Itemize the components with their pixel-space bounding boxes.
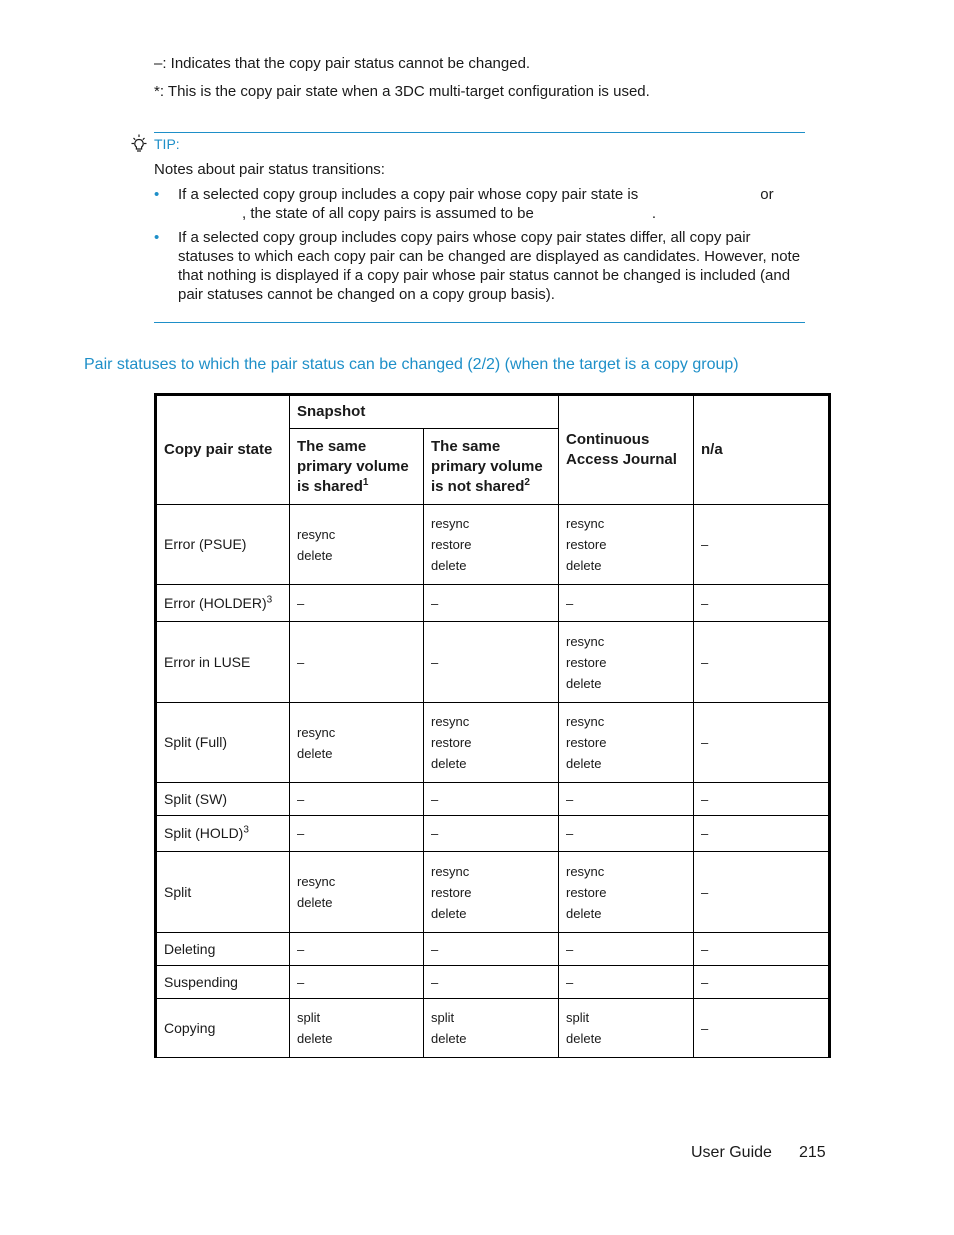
cell-caj (559, 622, 694, 703)
cell-caj (559, 505, 694, 585)
table-row (156, 933, 830, 966)
not-changeable-dash: – (701, 1020, 709, 1036)
cell-shared (290, 999, 424, 1058)
operation-resync: resync (566, 633, 605, 649)
tip-bullet1-part1: If a selected copy group includes a copy pair whose copy pair state is (178, 186, 639, 203)
operation-split: split (297, 1010, 321, 1025)
cell-copy-pair-state: Split (HOLD)$^3$ (156, 816, 290, 852)
cell-copy-pair-state: Error (HOLDER)$^3$ (156, 585, 290, 622)
not-changeable-dash: – (297, 791, 305, 807)
not-changeable-dash: – (701, 941, 709, 957)
cell-copy-pair-state: Deleting (156, 933, 290, 966)
tip-bullet-list (154, 185, 809, 309)
operation-restore: restore (566, 884, 607, 900)
not-changeable-dash: – (566, 974, 574, 990)
cell-shared (290, 505, 424, 585)
table-body (156, 505, 830, 1058)
bullet-dot: • (154, 186, 160, 203)
footnote-ref: 1 (362, 476, 369, 488)
cell-not-shared (424, 933, 559, 966)
not-changeable-dash: – (431, 791, 439, 807)
not-changeable-dash: – (566, 826, 574, 841)
table-row (156, 966, 830, 999)
operation-delete: delete (566, 756, 602, 771)
cell-not-shared (424, 703, 559, 783)
table-row (156, 816, 830, 852)
cell-copy-pair-state: Copying (156, 999, 290, 1058)
cell-not-shared (424, 585, 559, 622)
cell-copy-pair-state: Suspending (156, 966, 290, 999)
tip-bullet-item (154, 185, 809, 223)
cell-not-shared (424, 852, 559, 933)
operation-resync: resync (297, 526, 336, 542)
operation-restore: restore (566, 735, 607, 750)
operation-delete: delete (566, 905, 602, 921)
not-changeable-dash: – (701, 537, 709, 552)
cell-not-shared (424, 505, 559, 585)
not-changeable-dash: – (701, 826, 709, 841)
cell-na (694, 852, 830, 933)
cell-not-shared (424, 966, 559, 999)
cell-na (694, 622, 830, 703)
cell-copy-pair-state: Split (SW) (156, 783, 290, 816)
footnote-ref: 3 (243, 824, 249, 836)
lightbulb-icon (128, 133, 150, 155)
cell-copy-pair-state: Split (Full) (156, 703, 290, 783)
operation-resync: resync (566, 863, 605, 879)
not-changeable-dash: – (297, 974, 305, 990)
footnote-ref: 3 (266, 593, 273, 605)
tip-bullet2-text: If a selected copy group includes copy pairs whose copy pair states differ, all copy pair statuses to which each copy pair can be changed are displayed as candidates. However, note that nothing is displayed if a copy pair whose pair status cannot be changed is included (and pair statuses cannot be changed on a copy group basis). (178, 229, 801, 303)
footer-doc-title: User Guide (691, 1144, 772, 1161)
cell-not-shared (424, 999, 559, 1058)
tip-bottom-rule (154, 322, 805, 323)
bullet-dot: • (154, 229, 160, 246)
operation-restore: restore (431, 537, 472, 552)
footnote-ref: 2 (524, 476, 530, 488)
tip-label: TIP: (154, 136, 180, 152)
operation-restore: restore (431, 884, 472, 900)
cell-na (694, 783, 830, 816)
table-row (156, 852, 830, 933)
cell-na (694, 933, 830, 966)
tip-top-rule (154, 132, 805, 133)
not-changeable-dash: – (431, 595, 439, 611)
cell-caj (559, 816, 694, 852)
operation-resync: resync (566, 516, 605, 531)
note-dash-meaning: –: Indicates that the copy pair status cannot be changed. (154, 55, 531, 72)
cell-na (694, 816, 830, 852)
cell-shared (290, 852, 424, 933)
cell-shared (290, 585, 424, 622)
header-copy-pair-state: Copy pair state (156, 395, 290, 505)
tip-bullet1-part3: , the state of all copy pairs is assumed to be (242, 205, 534, 222)
not-changeable-dash: – (431, 826, 439, 841)
cell-caj (559, 703, 694, 783)
not-changeable-dash: – (431, 974, 439, 990)
tip-bullet1-part4: . (651, 205, 656, 222)
cell-caj (559, 933, 694, 966)
operation-split: split (431, 1010, 455, 1025)
not-changeable-dash: – (701, 791, 709, 807)
table-row (156, 999, 830, 1058)
header-primary-shared: The same primary volume is shared$^1$ (290, 429, 424, 505)
note-asterisk-meaning: *: This is the copy pair state when a 3DC multi-target configuration is used. (154, 83, 650, 100)
not-changeable-dash: – (297, 595, 305, 611)
operation-delete: delete (566, 675, 602, 691)
cell-not-shared (424, 783, 559, 816)
not-changeable-dash: – (566, 941, 574, 957)
not-changeable-dash: – (566, 791, 574, 807)
operation-delete: delete (566, 558, 602, 573)
table-row (156, 622, 830, 703)
not-changeable-dash: – (297, 941, 305, 957)
cell-caj (559, 999, 694, 1058)
table-row (156, 703, 830, 783)
operation-delete: delete (297, 547, 333, 563)
operation-resync: resync (566, 714, 605, 729)
not-changeable-dash: – (566, 595, 574, 611)
section-heading: Pair statuses to which the pair status can be changed (2/2) (when the target is a copy group) (84, 356, 739, 373)
operation-resync: resync (297, 874, 336, 889)
tip-bullet-item (154, 228, 809, 304)
cell-copy-pair-state: Split (156, 852, 290, 933)
tip-intro: Notes about pair status transitions: (154, 161, 385, 178)
not-changeable-dash: – (297, 826, 305, 841)
table-row (156, 505, 830, 585)
table-row (156, 783, 830, 816)
table-row (156, 585, 830, 622)
cell-na (694, 505, 830, 585)
not-changeable-dash: – (431, 941, 439, 957)
not-changeable-dash: – (297, 654, 305, 670)
tip-bullet1-part2: or (760, 186, 774, 203)
operation-resync: resync (431, 714, 470, 729)
operation-restore: restore (566, 537, 607, 552)
operation-delete: delete (566, 1031, 602, 1046)
cell-caj (559, 966, 694, 999)
cell-shared (290, 622, 424, 703)
cell-na (694, 999, 830, 1058)
header-na: n/a (694, 395, 830, 505)
cell-caj (559, 585, 694, 622)
operation-resync: resync (431, 516, 470, 531)
cell-copy-pair-state: Error (PSUE) (156, 505, 290, 585)
operation-delete: delete (297, 1031, 333, 1046)
cell-shared (290, 703, 424, 783)
cell-not-shared (424, 622, 559, 703)
operation-restore: restore (566, 654, 607, 670)
operation-restore: restore (431, 735, 472, 750)
operation-resync: resync (297, 724, 336, 740)
footer-page-number: 215 (799, 1144, 826, 1161)
not-changeable-dash: – (701, 735, 709, 750)
not-changeable-dash: – (701, 654, 709, 670)
not-changeable-dash: – (701, 974, 709, 990)
cell-caj (559, 852, 694, 933)
operation-delete: delete (297, 745, 333, 761)
pair-status-table (154, 393, 831, 1058)
cell-copy-pair-state: Error in LUSE (156, 622, 290, 703)
operation-delete: delete (431, 905, 467, 921)
cell-shared (290, 816, 424, 852)
header-snapshot: Snapshot (290, 395, 559, 429)
cell-caj (559, 783, 694, 816)
operation-delete: delete (297, 895, 333, 910)
cell-na (694, 703, 830, 783)
cell-shared (290, 783, 424, 816)
header-primary-not-shared: The same primary volume is not shared$^2$ (424, 429, 559, 505)
operation-resync: resync (431, 863, 470, 879)
not-changeable-dash: – (701, 884, 709, 900)
cell-not-shared (424, 816, 559, 852)
header-continuous-access-journal: Continuous Access Journal (559, 395, 694, 505)
not-changeable-dash: – (701, 595, 709, 611)
not-changeable-dash: – (431, 654, 439, 670)
operation-split: split (566, 1010, 590, 1025)
cell-shared (290, 933, 424, 966)
operation-delete: delete (431, 558, 467, 573)
cell-na (694, 585, 830, 622)
operation-delete: delete (431, 1031, 467, 1046)
cell-na (694, 966, 830, 999)
operation-delete: delete (431, 756, 467, 771)
cell-shared (290, 966, 424, 999)
